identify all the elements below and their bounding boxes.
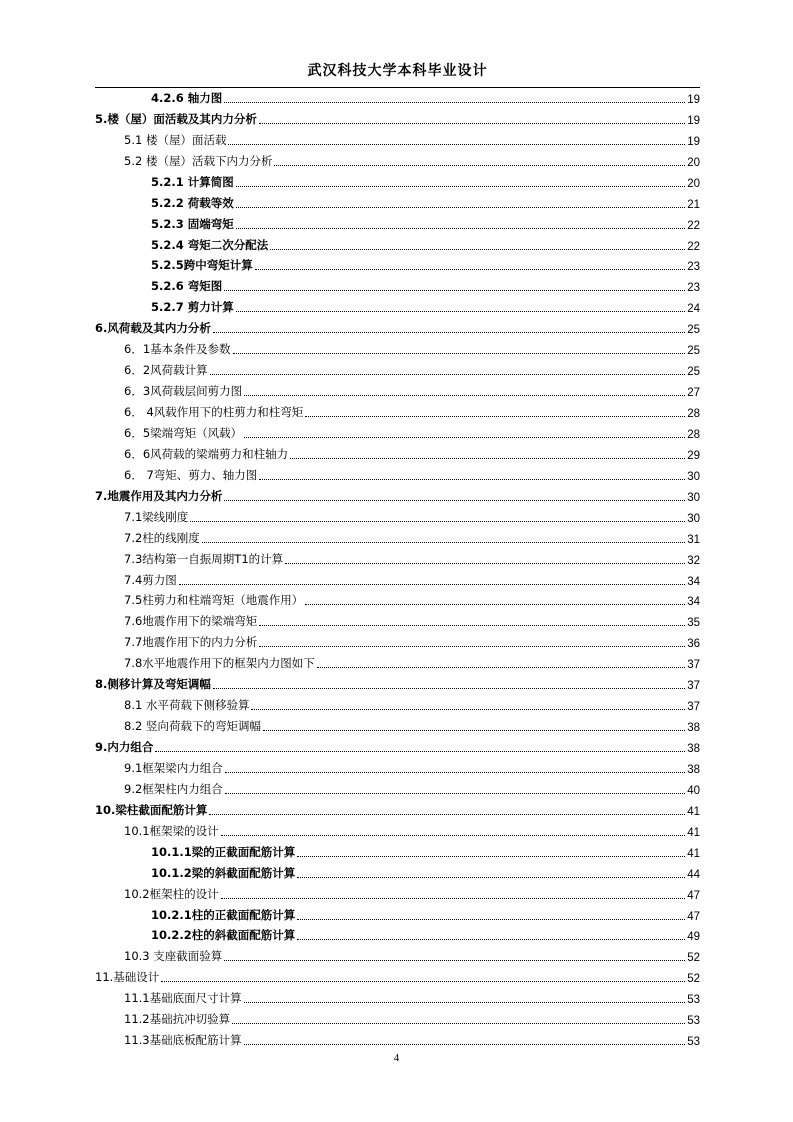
toc-entry-title: 5.2.2 荷载等效 bbox=[151, 195, 234, 210]
toc-entry-page: 35 bbox=[687, 617, 700, 630]
toc-entry-page: 28 bbox=[687, 428, 700, 441]
toc-dot-leader bbox=[297, 919, 685, 920]
toc-entry-page: 20 bbox=[687, 177, 700, 190]
toc-dot-leader bbox=[236, 311, 685, 312]
toc-entry[interactable] bbox=[95, 443, 700, 464]
toc-entry[interactable] bbox=[95, 778, 700, 799]
toc-dot-leader bbox=[213, 332, 685, 333]
toc-dot-leader bbox=[305, 604, 685, 605]
toc-entry-title: 9.内力组合 bbox=[95, 740, 154, 754]
toc-dot-leader bbox=[209, 814, 685, 815]
toc-entry-page: 52 bbox=[687, 973, 700, 986]
toc-entry[interactable] bbox=[95, 1008, 700, 1029]
toc-entry[interactable] bbox=[95, 213, 700, 234]
toc-entry-page: 36 bbox=[687, 638, 700, 651]
toc-entry-title: 5.2.7 剪力计算 bbox=[151, 300, 234, 315]
toc-entry-title: 8.1 水平荷载下侧移验算 bbox=[124, 698, 250, 713]
toc-entry-title: 10.1框架梁的设计 bbox=[124, 823, 219, 838]
toc-entry[interactable] bbox=[95, 401, 700, 422]
toc-dot-leader bbox=[202, 542, 685, 543]
toc-entry-page: 34 bbox=[687, 596, 700, 609]
toc-entry-title: 5.2 楼（屋）活载下内力分析 bbox=[124, 153, 273, 168]
toc-entry-title: 6.风荷载及其内力分析 bbox=[95, 321, 211, 336]
toc-entry-page: 37 bbox=[687, 680, 700, 693]
toc-dot-leader bbox=[221, 898, 686, 899]
toc-entry[interactable] bbox=[95, 757, 700, 778]
toc-dot-leader bbox=[236, 207, 685, 208]
toc-entry[interactable] bbox=[95, 945, 700, 966]
toc-entry-page: 30 bbox=[687, 491, 700, 504]
toc-dot-leader bbox=[290, 458, 685, 459]
toc-dot-leader bbox=[255, 269, 685, 270]
toc-entry-page: 25 bbox=[687, 366, 700, 379]
toc-entry[interactable] bbox=[95, 359, 700, 380]
toc-entry[interactable] bbox=[95, 966, 700, 987]
toc-entry[interactable] bbox=[95, 652, 700, 673]
toc-entry[interactable] bbox=[95, 192, 700, 213]
toc-dot-leader bbox=[244, 395, 685, 396]
toc-entry[interactable] bbox=[95, 422, 700, 443]
toc-entry-page: 24 bbox=[687, 303, 700, 316]
toc-dot-leader bbox=[233, 353, 686, 354]
toc-entry[interactable] bbox=[95, 904, 700, 925]
toc-entry-title: 5.2.1 计算简图 bbox=[151, 174, 234, 189]
toc-entry-title: 6．5梁端弯矩（风载） bbox=[124, 425, 243, 440]
toc-entry-page: 23 bbox=[687, 282, 700, 295]
toc-dot-leader bbox=[155, 751, 685, 752]
toc-entry-page: 47 bbox=[687, 889, 700, 902]
toc-entry-title: 7.8水平地震作用下的框架内力图如下 bbox=[124, 656, 315, 671]
toc-entry-title: 10.3 支座截面验算 bbox=[124, 949, 223, 964]
toc-entry[interactable] bbox=[95, 234, 700, 255]
toc-dot-leader bbox=[317, 667, 685, 668]
toc-entry[interactable] bbox=[95, 485, 700, 506]
toc-entry-title: 6． 7弯矩、剪力、轴力图 bbox=[124, 467, 258, 482]
toc-entry-page: 38 bbox=[687, 722, 700, 735]
toc-dot-leader bbox=[224, 290, 685, 291]
toc-dot-leader bbox=[297, 877, 685, 878]
toc-entry-title: 7.4剪力图 bbox=[124, 572, 177, 587]
toc-dot-leader bbox=[161, 981, 685, 982]
toc-entry[interactable] bbox=[95, 255, 700, 276]
toc-entry-page: 40 bbox=[687, 784, 700, 797]
toc-entry[interactable] bbox=[95, 694, 700, 715]
toc-entry[interactable] bbox=[95, 296, 700, 317]
toc-entry-page: 25 bbox=[687, 324, 700, 337]
toc-entry-page: 41 bbox=[687, 847, 700, 860]
toc-dot-leader bbox=[228, 144, 685, 145]
toc-entry-page: 53 bbox=[687, 1036, 700, 1049]
toc-entry-title: 11.2基础抗冲切验算 bbox=[124, 1012, 231, 1027]
toc-entry-title: 6．3风荷载层间剪力图 bbox=[124, 384, 243, 399]
toc-dot-leader bbox=[259, 646, 685, 647]
toc-entry-title: 6．6风荷载的梁端剪力和柱轴力 bbox=[124, 446, 289, 461]
toc-dot-leader bbox=[232, 1023, 685, 1024]
toc-entry[interactable] bbox=[95, 275, 700, 296]
toc-entry-page: 28 bbox=[687, 408, 700, 420]
toc-entry-title: 5.1 楼（屋）面活载 bbox=[124, 132, 227, 147]
toc-entry-title: 5.楼（屋）面活载及其内力分析 bbox=[95, 111, 257, 126]
toc-entry-page: 49 bbox=[687, 931, 700, 944]
toc-dot-leader bbox=[190, 521, 685, 522]
toc-entry[interactable] bbox=[95, 569, 700, 590]
toc-entry[interactable] bbox=[95, 673, 700, 694]
toc-entry-title: 5.2.6 弯矩图 bbox=[151, 279, 223, 294]
toc-entry-page: 53 bbox=[687, 994, 700, 1007]
toc-entry-title: 10.2框架柱的设计 bbox=[124, 886, 219, 901]
toc-dot-leader bbox=[251, 709, 685, 710]
toc-dot-leader bbox=[236, 186, 685, 187]
toc-dot-leader bbox=[236, 228, 685, 229]
toc-entry[interactable] bbox=[95, 171, 700, 192]
toc-entry-title: 5.2.5跨中弯矩计算 bbox=[151, 258, 253, 273]
toc-entry[interactable] bbox=[95, 841, 700, 862]
toc-entry-page: 20 bbox=[687, 156, 700, 169]
toc-entry-page: 19 bbox=[687, 114, 700, 127]
toc-entry-page: 22 bbox=[687, 219, 700, 232]
toc-entry-title: 6． 4风载作用下的柱剪力和柱弯矩 bbox=[124, 405, 304, 419]
toc-entry[interactable] bbox=[95, 736, 700, 757]
toc-entry-title: 10.梁柱截面配筋计算 bbox=[95, 802, 208, 817]
toc-dot-leader bbox=[179, 584, 685, 585]
toc-entry-title: 10.1.2梁的斜截面配筋计算 bbox=[151, 865, 296, 880]
toc-entry[interactable] bbox=[95, 883, 700, 904]
page-header bbox=[95, 60, 700, 88]
toc-entry-title: 10.2.1柱的正截面配筋计算 bbox=[151, 907, 296, 922]
toc-dot-leader bbox=[224, 102, 685, 103]
header-title: 武汉科技大学本科毕业设计 bbox=[307, 63, 488, 79]
toc-entry[interactable] bbox=[95, 129, 700, 150]
toc-dot-leader bbox=[297, 939, 685, 940]
toc-entry-page: 25 bbox=[687, 345, 700, 358]
toc-entry-page: 38 bbox=[687, 763, 700, 776]
toc-entry[interactable] bbox=[95, 715, 700, 736]
toc-entry[interactable] bbox=[95, 610, 700, 631]
toc-entry-page: 23 bbox=[687, 261, 700, 274]
toc-entry-title: 11.1基础底面尺寸计算 bbox=[124, 991, 242, 1006]
toc-entry-page: 52 bbox=[687, 952, 700, 965]
toc-dot-leader bbox=[221, 835, 686, 836]
toc-entry-title: 7.5柱剪力和柱端弯矩（地震作用） bbox=[124, 593, 304, 608]
toc-entry[interactable] bbox=[95, 464, 700, 485]
toc-entry-title: 5.2.3 固端弯矩 bbox=[151, 216, 234, 231]
toc-entry[interactable] bbox=[95, 590, 700, 611]
toc-entry-title: 6．1基本条件及参数 bbox=[124, 342, 231, 357]
toc-entry-page: 41 bbox=[687, 805, 700, 818]
toc-dot-leader bbox=[285, 563, 685, 564]
toc-entry-page: 32 bbox=[687, 554, 700, 567]
toc-entry-title: 8.2 竖向荷载下的弯矩调幅 bbox=[124, 719, 261, 734]
toc-entry-title: 7.6地震作用下的梁端弯矩 bbox=[124, 614, 258, 629]
toc-dot-leader bbox=[225, 772, 685, 773]
toc-entry[interactable] bbox=[95, 799, 700, 820]
toc-dot-leader bbox=[259, 625, 685, 626]
toc-dot-leader bbox=[210, 374, 686, 375]
toc-entry-page: 31 bbox=[687, 533, 700, 546]
toc-entry-page: 37 bbox=[687, 701, 700, 714]
toc-entry-page: 22 bbox=[687, 240, 700, 253]
toc-entry-page: 37 bbox=[687, 659, 700, 672]
toc-entry-page: 21 bbox=[687, 198, 700, 211]
toc-entry[interactable] bbox=[95, 631, 700, 652]
toc-dot-leader bbox=[259, 479, 685, 480]
table-of-contents bbox=[95, 87, 700, 1050]
toc-dot-leader bbox=[224, 500, 685, 501]
toc-dot-leader bbox=[259, 123, 685, 124]
toc-entry-title: 5.2.4 弯矩二次分配法 bbox=[151, 237, 269, 252]
toc-entry-title: 8.侧移计算及弯矩调幅 bbox=[95, 677, 211, 692]
toc-entry[interactable] bbox=[95, 820, 700, 841]
toc-entry-page: 29 bbox=[687, 449, 700, 462]
toc-entry[interactable] bbox=[95, 108, 700, 129]
toc-entry[interactable] bbox=[95, 317, 700, 338]
toc-dot-leader bbox=[225, 793, 685, 794]
toc-dot-leader bbox=[297, 856, 685, 857]
toc-entry-title: 11.基础设计 bbox=[95, 970, 160, 985]
toc-entry-page: 27 bbox=[687, 387, 700, 400]
toc-dot-leader bbox=[263, 730, 685, 731]
toc-dot-leader bbox=[274, 165, 685, 166]
toc-dot-leader bbox=[270, 249, 685, 250]
toc-dot-leader bbox=[224, 960, 685, 961]
toc-entry[interactable] bbox=[95, 862, 700, 883]
toc-entry-page: 19 bbox=[687, 93, 700, 106]
toc-entry-title: 7.1梁线刚度 bbox=[124, 509, 189, 524]
toc-entry[interactable] bbox=[95, 380, 700, 401]
toc-entry-title: 9.1框架梁内力组合 bbox=[124, 760, 223, 775]
toc-dot-leader bbox=[244, 1044, 686, 1045]
toc-dot-leader bbox=[305, 416, 685, 417]
toc-dot-leader bbox=[244, 1002, 686, 1003]
toc-entry-page: 30 bbox=[687, 470, 700, 483]
toc-entry[interactable] bbox=[95, 87, 700, 108]
toc-entry[interactable] bbox=[95, 987, 700, 1008]
toc-entry-page: 53 bbox=[687, 1015, 700, 1028]
toc-entry[interactable] bbox=[95, 338, 700, 359]
toc-entry-title: 6．2风荷载计算 bbox=[124, 363, 208, 378]
toc-entry-page: 44 bbox=[687, 868, 700, 881]
toc-entry-page: 41 bbox=[687, 826, 700, 839]
toc-entry-title: 10.1.1梁的正截面配筋计算 bbox=[151, 844, 296, 859]
toc-dot-leader bbox=[213, 688, 685, 689]
toc-entry[interactable] bbox=[95, 506, 700, 527]
toc-entry[interactable] bbox=[95, 150, 700, 171]
toc-entry-page: 47 bbox=[687, 910, 700, 923]
toc-entry-title: 7.7地震作用下的内力分析 bbox=[124, 635, 258, 650]
toc-entry-page: 19 bbox=[687, 135, 700, 148]
toc-entry-title: 10.2.2柱的斜截面配筋计算 bbox=[151, 928, 296, 943]
toc-entry-title: 4.2.6 轴力图 bbox=[151, 90, 223, 105]
page-number: 4 bbox=[393, 1052, 400, 1064]
toc-entry-page: 38 bbox=[687, 743, 700, 755]
toc-entry-title: 7.2柱的线刚度 bbox=[124, 530, 200, 545]
toc-entry[interactable] bbox=[95, 527, 700, 548]
toc-entry[interactable] bbox=[95, 548, 700, 569]
toc-entry-title: 7.地震作用及其内力分析 bbox=[95, 488, 223, 503]
toc-entry[interactable] bbox=[95, 925, 700, 946]
toc-entry-title: 9.2框架柱内力组合 bbox=[124, 781, 223, 796]
toc-entry-title: 7.3结构第一自振周期T1的计算 bbox=[124, 551, 284, 566]
toc-entry-page: 34 bbox=[687, 575, 700, 588]
toc-entry-page: 30 bbox=[687, 512, 700, 525]
toc-dot-leader bbox=[244, 437, 685, 438]
toc-entry-title: 11.3基础底板配筋计算 bbox=[124, 1033, 242, 1048]
toc-entry[interactable] bbox=[95, 1029, 700, 1050]
